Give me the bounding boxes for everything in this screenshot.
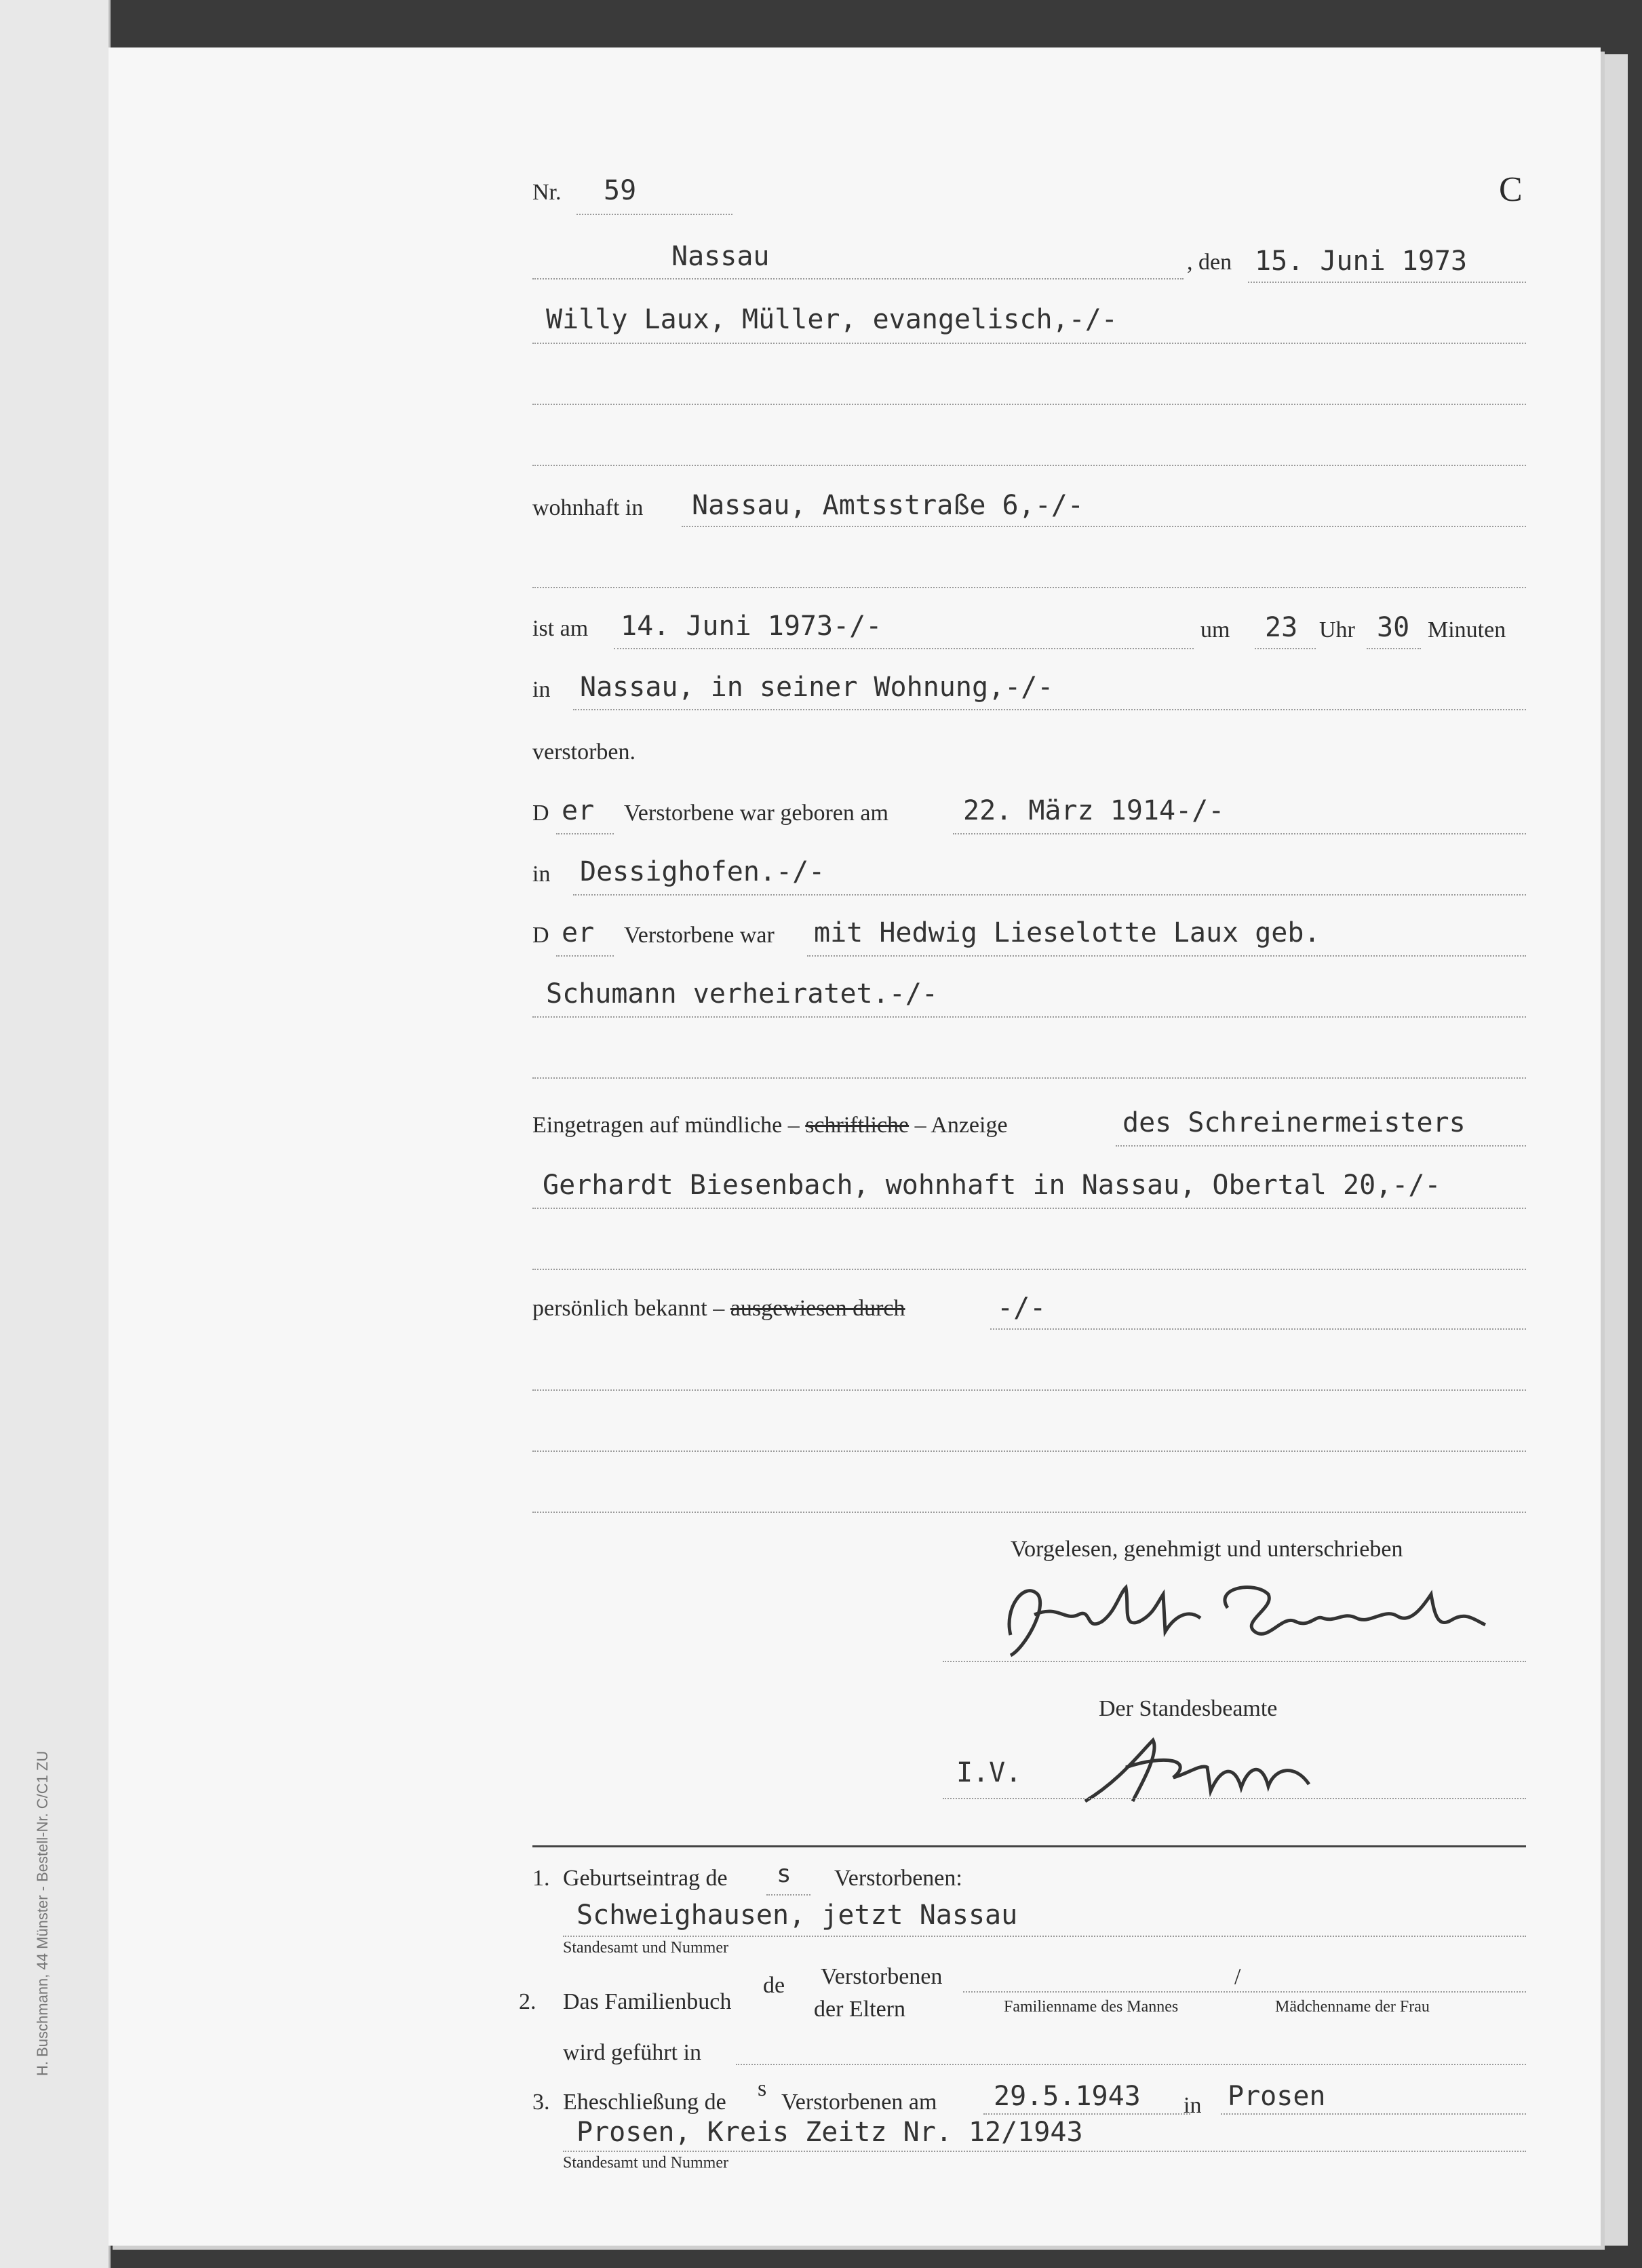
birth-in-label: in [532, 862, 551, 887]
footer-item3-label2: Verstorbenen am [781, 2090, 937, 2115]
registration-struck: schriftliche [805, 1113, 910, 1138]
blank-line-8 [532, 1512, 1526, 1513]
residence-line [682, 526, 1526, 527]
person-value: Willy Laux, Müller, evangelisch,-/- [546, 304, 1118, 335]
left-page [0, 0, 111, 2268]
date-line [1248, 282, 1526, 283]
birth-label: Verstorbene war geboren am [624, 801, 888, 826]
uhr-label: Uhr [1319, 617, 1355, 642]
marriage-label: Verstorbene war [624, 923, 775, 948]
identity-struck: ausgewiesen durch [730, 1296, 905, 1321]
death-date: 14. Juni 1973-/- [621, 611, 882, 642]
den-label: , den [1187, 250, 1232, 275]
birth-place-line [573, 894, 1526, 896]
blank-line-2 [532, 465, 1526, 466]
informant-signature-line [943, 1661, 1526, 1662]
person-line [532, 343, 1526, 344]
footer-item1-label: Geburtseintrag de [563, 1866, 728, 1891]
footer-item1-suffix: s [777, 1860, 791, 1888]
footer-item1-line [563, 1936, 1526, 1937]
official-label: Der Standesbeamte [1099, 1696, 1278, 1721]
footer-item2-line [963, 1991, 1526, 1993]
registration-label: Eingetragen auf mündliche – schriftliche – Anzeige [532, 1113, 1008, 1138]
residence-value: Nassau, Amtsstraße 6,-/- [692, 490, 1084, 521]
footer-item2-wird-line [736, 2064, 1526, 2065]
minute-line [1367, 648, 1421, 649]
document-page [109, 47, 1601, 2246]
death-minute: 30 [1377, 612, 1410, 643]
page-edge [1601, 54, 1628, 2246]
signing-label: Vorgelesen, genehmigt und unterschrieben [1011, 1537, 1403, 1562]
footer-item3-date-line [983, 2113, 1190, 2115]
blank-line-5 [532, 1269, 1526, 1270]
footer-item2-opt1: Verstorbenen [821, 1964, 943, 1989]
death-date-line [614, 648, 1194, 649]
place-value: Nassau [671, 241, 770, 272]
footer-item1-caption: Standesamt und Nummer [563, 1939, 728, 1957]
footer-item3-line [563, 2151, 1526, 2152]
footer-item1-label2: Verstorbenen: [834, 1866, 962, 1891]
registration-line2: Gerhardt Biesenbach, wohnhaft in Nassau, Obertal 20,-/- [543, 1170, 1441, 1201]
informant-signature [983, 1567, 1519, 1662]
footer-item2-label: Das Familienbuch [563, 1989, 732, 2014]
iv-label: I.V. [956, 1757, 1022, 1788]
date-value: 15. Juni 1973 [1255, 246, 1468, 277]
footer-item3-value: Prosen, Kreis Zeitz Nr. 12/1943 [576, 2117, 1083, 2148]
footer-item1-suffix-line [766, 1894, 810, 1896]
marriage-d-suffix: er [562, 917, 595, 948]
footer-item2-num: 2. [519, 1989, 536, 2014]
blank-line-1 [532, 404, 1526, 405]
footer-separator [532, 1845, 1526, 1847]
footer-item3-place: Prosen [1228, 2081, 1326, 2112]
identity-value: -/- [997, 1292, 1047, 1324]
identity-label: persönlich bekannt – ausgewiesen durch [532, 1296, 905, 1321]
footer-item2-opt2: der Eltern [814, 1997, 905, 2022]
birth-place: Dessighofen.-/- [580, 856, 825, 887]
marriage-line1-underline [807, 955, 1526, 957]
verstorben-label: verstorben. [532, 739, 636, 765]
registration-line1-underline [1116, 1145, 1526, 1147]
registrar-signature-line [943, 1798, 1526, 1799]
death-hour: 23 [1265, 612, 1298, 643]
blank-line-4 [532, 1077, 1526, 1079]
marriage-d-line [556, 955, 614, 957]
footer-item3-num: 3. [532, 2090, 550, 2115]
marriage-d-label: D [532, 923, 549, 948]
footer-item2-de: de [763, 1973, 785, 1998]
birth-date-line [953, 833, 1526, 834]
death-place: Nassau, in seiner Wohnung,-/- [580, 672, 1054, 703]
printer-note: H. Buschmann, 44 Münster - Bestell-Nr. C/C1 ZU [34, 1750, 51, 2076]
footer-item3-in-label: in [1184, 2093, 1202, 2118]
footer-item1-value: Schweighausen, jetzt Nassau [576, 1900, 1018, 1931]
registrar-signature [1078, 1727, 1323, 1815]
identity-line [990, 1328, 1526, 1330]
footer-item1-num: 1. [532, 1866, 550, 1891]
marriage-line2-underline [532, 1016, 1526, 1018]
marriage-line1: mit Hedwig Lieselotte Laux geb. [814, 917, 1321, 948]
nr-line [576, 214, 732, 215]
registration-line2-underline [532, 1208, 1526, 1209]
blank-line-7 [532, 1450, 1526, 1452]
place-line [532, 278, 1184, 280]
footer-item3-suffix: s [758, 2076, 767, 2101]
birth-date: 22. März 1914-/- [963, 795, 1225, 826]
form-letter: C [1499, 170, 1523, 209]
death-place-line [573, 709, 1526, 710]
registration-line1: des Schreinermeisters [1122, 1107, 1466, 1138]
footer-item2-wird: wird geführt in [563, 2040, 701, 2065]
death-label: ist am [532, 616, 589, 641]
birth-d-label: D [532, 801, 549, 826]
footer-item2-cap-wife: Mädchenname der Frau [1275, 1998, 1430, 2016]
nr-label: Nr. [532, 180, 562, 205]
blank-line-3 [532, 587, 1526, 588]
footer-item2-slash: / [1234, 1964, 1241, 1989]
hour-line [1255, 648, 1316, 649]
marriage-line2: Schumann verheiratet.-/- [546, 978, 938, 1010]
footer-item3-caption: Standesamt und Nummer [563, 2154, 728, 2172]
nr-value: 59 [604, 175, 637, 206]
footer-item3-date: 29.5.1943 [994, 2081, 1141, 2112]
birth-d-suffix: er [562, 795, 595, 826]
um-label: um [1200, 617, 1230, 642]
birth-d-line [556, 833, 614, 834]
minuten-label: Minuten [1428, 617, 1506, 642]
death-in-label: in [532, 677, 551, 702]
blank-line-6 [532, 1389, 1526, 1391]
footer-item3-label: Eheschließung de [563, 2090, 726, 2115]
residence-label: wohnhaft in [532, 495, 644, 520]
footer-item2-cap-husband: Familienname des Mannes [1004, 1998, 1179, 2016]
footer-item3-place-line [1221, 2113, 1526, 2115]
